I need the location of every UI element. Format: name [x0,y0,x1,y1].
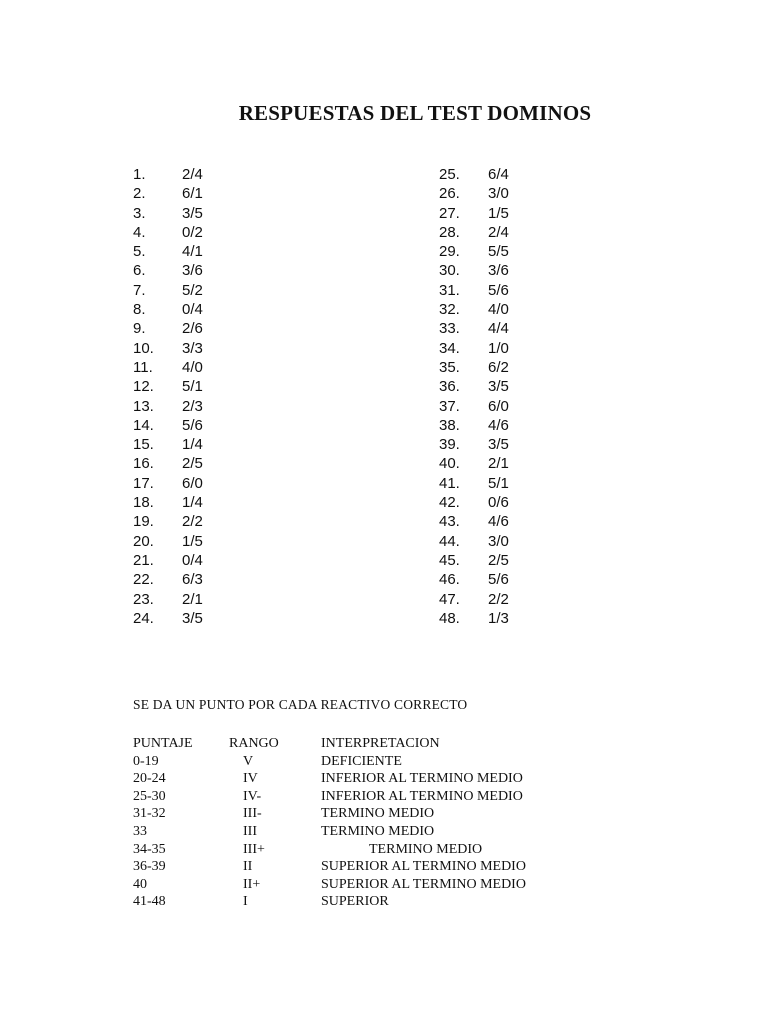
answer-item [439,493,509,512]
answer-value: 1/4 [182,494,203,512]
answer-number: 25. [439,166,460,183]
answer-number: 27. [439,204,460,222]
answer-number: 1. [133,166,146,183]
answer-item [133,590,203,609]
answer-number: 46. [439,571,460,589]
answer-value: 3/5 [182,204,203,222]
answer-number: 13. [133,397,154,415]
answer-value: 3/5 [488,378,509,396]
scoring-row [133,858,526,876]
answer-item [439,223,509,242]
answer-number: 36. [439,378,460,396]
answer-value: 2/3 [182,397,203,415]
scoring-row [133,893,526,911]
header-interpretacion: INTERPRETACION [321,736,440,751]
answer-value: 6/4 [488,166,509,183]
answer-item [439,532,509,551]
answer-number: 43. [439,513,460,531]
answer-value: 6/2 [488,358,509,376]
answer-number: 8. [133,301,146,319]
answer-value: 3/5 [182,609,203,627]
scoring-row [133,788,526,806]
answer-value: 3/0 [488,185,509,203]
answer-number: 4. [133,223,146,241]
answer-item [133,397,203,416]
answer-number: 31. [439,281,460,299]
scoring-interpretacion: TERMINO MEDIO [369,841,483,857]
scoring-row [133,770,526,788]
header-rango: RANGO [229,736,279,751]
answer-item [133,300,203,319]
answers-list-left [133,165,203,628]
answer-value: 2/2 [182,513,203,531]
answer-number: 32. [439,301,460,319]
answer-value: 1/5 [488,204,509,222]
answer-value: 4/0 [182,358,203,376]
scoring-rango: III [243,823,257,839]
answer-value: 1/3 [488,609,509,627]
scoring-rango: I [243,894,248,910]
answer-number: 18. [133,494,154,512]
answer-value: 2/5 [488,551,509,569]
answer-value: 4/4 [488,320,509,338]
answer-number: 21. [133,551,154,569]
answer-item [439,165,509,184]
answer-value: 2/1 [488,455,509,473]
answer-value: 4/0 [488,301,509,319]
answer-item [439,609,509,628]
answer-item [439,570,509,589]
answer-item [439,474,509,493]
answer-number: 40. [439,455,460,473]
answer-item [133,281,203,300]
scoring-header-row [133,735,526,753]
answer-number: 28. [439,223,460,241]
answer-number: 12. [133,378,154,396]
answer-number: 30. [439,262,460,280]
answer-item [133,532,203,551]
scoring-puntaje: 41-48 [133,894,166,910]
scoring-row [133,823,526,841]
answer-number: 26. [439,185,460,203]
answer-number: 34. [439,339,460,357]
scoring-rango: II+ [243,876,261,892]
answer-value: 6/1 [182,185,203,203]
answer-item [439,184,509,203]
answer-number: 39. [439,436,460,454]
scoring-puntaje: 31-32 [133,806,166,822]
scoring-rango: IV- [243,788,262,804]
answer-value: 3/6 [488,262,509,280]
answer-item [133,339,203,358]
answer-value: 6/0 [182,474,203,492]
answer-number: 22. [133,571,154,589]
answer-number: 48. [439,609,460,627]
answer-value: 4/6 [488,513,509,531]
answer-value: 1/0 [488,339,509,357]
answer-number: 45. [439,551,460,569]
answer-value: 3/3 [182,339,203,357]
scoring-rango: V [243,753,254,769]
scoring-interpretacion: INFERIOR AL TERMINO MEDIO [321,771,523,787]
answer-item [133,609,203,628]
scoring-interpretacion: TERMINO MEDIO [321,806,435,822]
scoring-rango: IV [243,771,258,787]
scoring-puntaje: 36-39 [133,859,166,875]
answer-item [439,416,509,435]
answer-item [439,435,509,454]
scoring-rango: III+ [243,841,265,857]
answer-number: 38. [439,416,460,434]
scoring-table [133,735,526,911]
answer-number: 23. [133,590,154,608]
answer-number: 5. [133,243,146,261]
answer-item [133,512,203,531]
scoring-puntaje: 34-35 [133,841,166,857]
answer-number: 10. [133,339,154,357]
answer-number: 7. [133,281,146,299]
answer-item [439,281,509,300]
answer-item [439,339,509,358]
answer-item [133,358,203,377]
header-puntaje: PUNTAJE [133,736,193,751]
answer-item [439,261,509,280]
scoring-rango: III- [243,806,262,822]
answer-value: 0/6 [488,494,509,512]
answer-number: 14. [133,416,154,434]
answer-value: 5/6 [182,416,203,434]
scoring-puntaje: 40 [133,876,147,892]
scoring-interpretacion: TERMINO MEDIO [321,823,435,839]
answer-item [439,242,509,261]
answer-item [133,570,203,589]
answer-item [439,300,509,319]
answer-item [133,416,203,435]
answer-value: 2/2 [488,590,509,608]
answers-list-right [439,165,509,628]
page-title: RESPUESTAS DEL TEST DOMINOS [238,101,592,125]
answer-value: 5/1 [182,378,203,396]
scoring-puntaje: 33 [133,823,147,839]
answer-value: 3/5 [488,436,509,454]
answer-value: 5/2 [182,281,203,299]
scoring-interpretacion: SUPERIOR [321,894,389,910]
answer-item [133,435,203,454]
answer-item [439,319,509,338]
answer-value: 0/4 [182,301,203,319]
answer-item [133,261,203,280]
answer-item [439,454,509,473]
answer-number: 29. [439,243,460,261]
answer-item [439,204,509,223]
answer-number: 42. [439,494,460,512]
answer-item [133,319,203,338]
answer-value: 3/0 [488,532,509,550]
answer-item [133,493,203,512]
answer-number: 47. [439,590,460,608]
answer-number: 9. [133,320,146,338]
answer-number: 11. [133,358,153,376]
answer-number: 37. [439,397,460,415]
answer-item [133,242,203,261]
answer-number: 17. [133,474,154,492]
answer-number: 35. [439,358,460,376]
answer-value: 1/5 [182,532,203,550]
answer-item [439,512,509,531]
answer-value: 5/6 [488,281,509,299]
answer-value: 2/1 [182,590,203,608]
answer-value: 3/6 [182,262,203,280]
scoring-puntaje: 0-19 [133,753,159,769]
answer-value: 5/6 [488,571,509,589]
answer-value: 5/5 [488,243,509,261]
answer-item [133,165,203,184]
answer-number: 16. [133,455,154,473]
scoring-row [133,805,526,823]
answer-number: 24. [133,609,154,627]
answer-number: 2. [133,185,146,203]
answer-value: 4/1 [182,243,203,261]
answer-value: 5/1 [488,474,509,492]
scoring-interpretacion: SUPERIOR AL TERMINO MEDIO [321,859,526,875]
answer-value: 6/0 [488,397,509,415]
scoring-note: SE DA UN PUNTO POR CADA REACTIVO CORRECTO [133,697,468,712]
scoring-interpretacion: SUPERIOR AL TERMINO MEDIO [321,876,526,892]
answer-item [439,397,509,416]
answer-value: 2/5 [182,455,203,473]
scoring-interpretacion: DEFICIENTE [321,753,402,769]
answer-value: 2/4 [488,223,509,241]
answer-number: 19. [133,513,154,531]
answer-item [133,454,203,473]
answer-value: 6/3 [182,571,203,589]
answer-value: 2/4 [182,166,203,183]
answer-item [439,377,509,396]
answer-number: 6. [133,262,146,280]
answer-item [133,223,203,242]
answer-number: 44. [439,532,460,550]
answer-number: 15. [133,436,154,454]
answer-number: 41. [439,474,460,492]
answer-item [133,184,203,203]
scoring-row [133,876,526,894]
answer-number: 20. [133,532,154,550]
answer-value: 2/6 [182,320,203,338]
answer-value: 4/6 [488,416,509,434]
answer-number: 3. [133,204,146,222]
scoring-row [133,753,526,771]
scoring-interpretacion: INFERIOR AL TERMINO MEDIO [321,788,523,804]
answer-item [133,474,203,493]
answer-value: 0/2 [182,223,203,241]
answer-item [133,377,203,396]
scoring-row [133,841,526,859]
answer-item [439,590,509,609]
answer-item [439,551,509,570]
answer-value: 0/4 [182,551,203,569]
answer-item [133,204,203,223]
answer-number: 33. [439,320,460,338]
answer-item [439,358,509,377]
answer-item [133,551,203,570]
scoring-puntaje: 25-30 [133,788,166,804]
answer-value: 1/4 [182,436,203,454]
scoring-puntaje: 20-24 [133,771,166,787]
scoring-rango: II [243,859,253,875]
